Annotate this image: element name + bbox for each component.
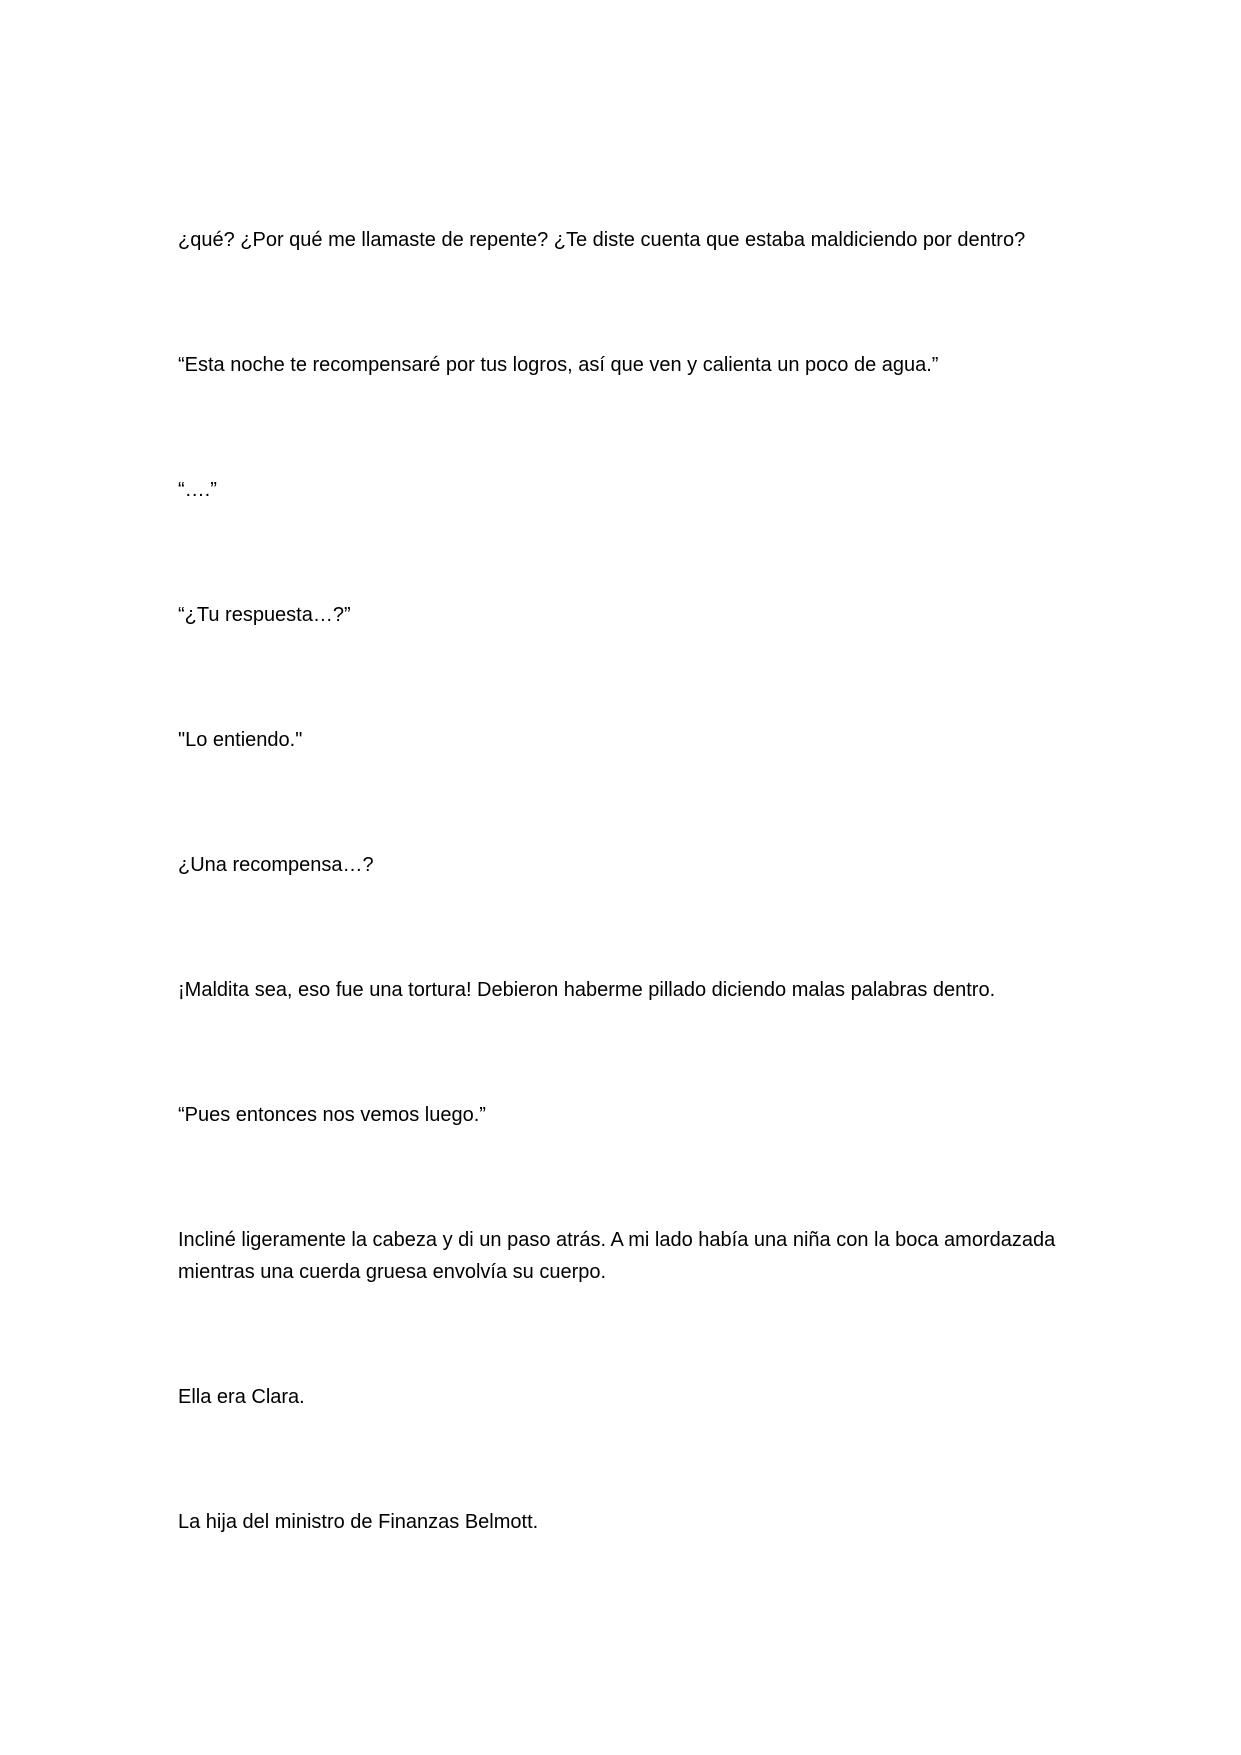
paragraph: ¿Una recompensa…? [178,854,374,876]
paragraph: “Esta noche te recompensaré por tus logros, así que ven y calienta un poco de agua.” [178,354,939,376]
paragraph: “¿Tu respuesta…?” [178,604,351,626]
paragraph: La hija del ministro de Finanzas Belmott. [178,1511,539,1533]
paragraph: “Pues entonces nos vemos luego.” [178,1104,486,1126]
paragraph: "Lo entiendo." [178,729,303,751]
paragraph: ¡Maldita sea, eso fue una tortura! Debieron haberme pillado diciendo malas palabras dentro. [178,979,996,1001]
paragraph: Incliné ligeramente la cabeza y di un paso atrás. A mi lado había una niña con la boca amordazada mientras una cuerda gruesa envolvía su cuerpo. [178,1229,1056,1283]
paragraph: Ella era Clara. [178,1386,305,1408]
paragraph: “….” [178,479,217,501]
paragraph: ¿qué? ¿Por qué me llamaste de repente? ¿Te diste cuenta que estaba maldiciendo por dentro? [178,229,1026,251]
